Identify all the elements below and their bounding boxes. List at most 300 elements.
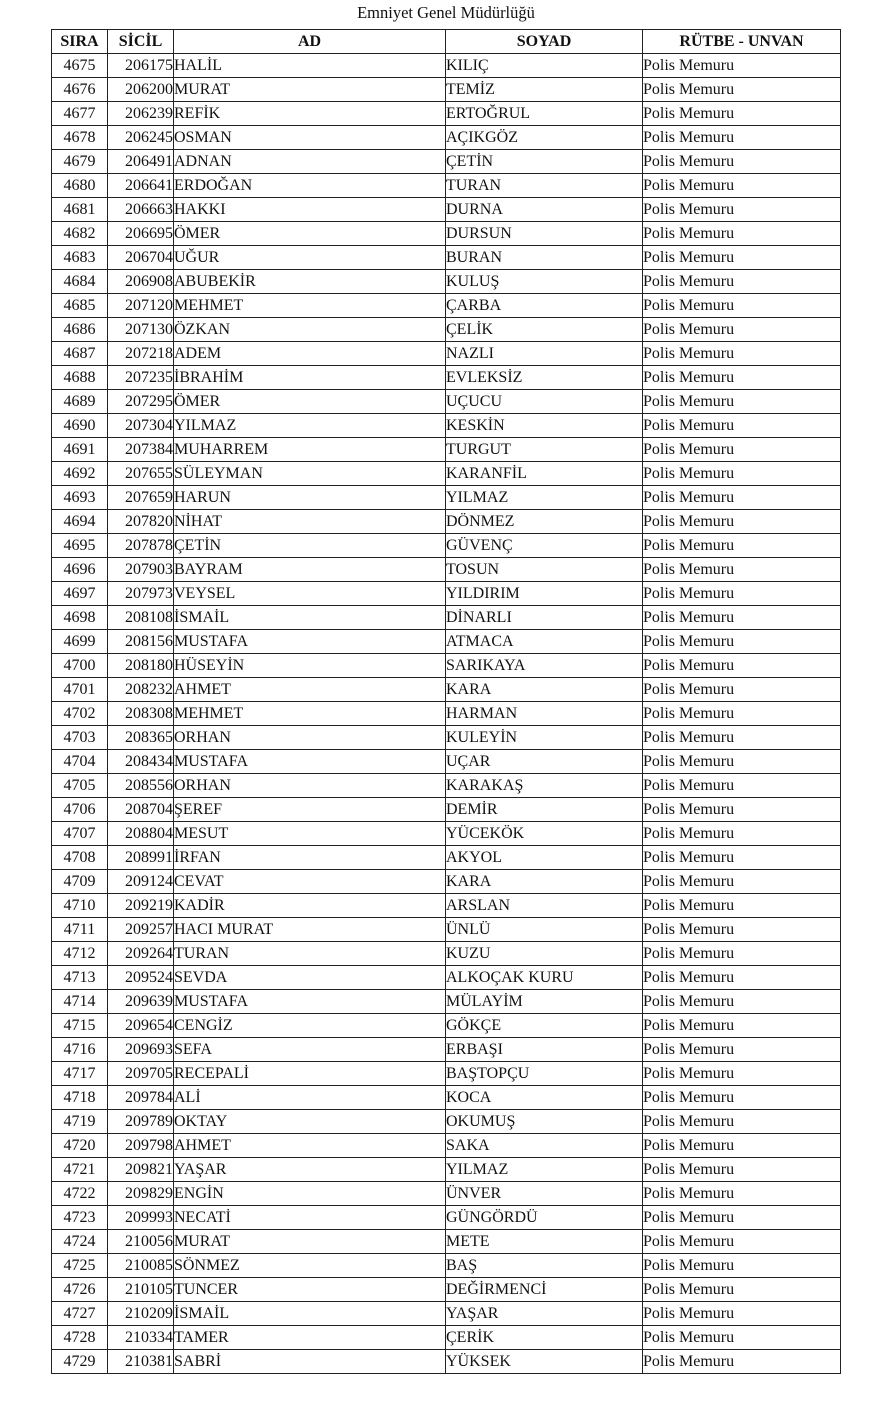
row-rutbe-unvan: Polis Memuru (643, 1014, 841, 1038)
row-soyad: MÜLAYİM (446, 990, 643, 1014)
table-body (52, 54, 841, 1374)
table-row (52, 54, 841, 78)
row-ad: ALİ (174, 1086, 446, 1110)
row-rutbe-unvan: Polis Memuru (643, 1302, 841, 1326)
row-sicil: 209798 (108, 1134, 174, 1158)
row-ad: MUHARREM (174, 438, 446, 462)
row-ad: VEYSEL (174, 582, 446, 606)
row-sira: 4689 (52, 390, 108, 414)
row-sira: 4709 (52, 870, 108, 894)
table-row (52, 510, 841, 534)
table-row (52, 918, 841, 942)
row-soyad: EVLEKSİZ (446, 366, 643, 390)
row-ad: ORHAN (174, 774, 446, 798)
table-row (52, 1110, 841, 1134)
table-row (52, 606, 841, 630)
row-ad: ÇETİN (174, 534, 446, 558)
row-ad: ERDOĞAN (174, 174, 446, 198)
row-sira: 4729 (52, 1350, 108, 1374)
row-sira: 4712 (52, 942, 108, 966)
row-ad: AHMET (174, 678, 446, 702)
row-rutbe-unvan: Polis Memuru (643, 918, 841, 942)
row-soyad: HARMAN (446, 702, 643, 726)
table-row (52, 1278, 841, 1302)
row-sira: 4697 (52, 582, 108, 606)
column-header-rutbe-unvan: RÜTBE - UNVAN (643, 30, 841, 54)
row-soyad: UÇUCU (446, 390, 643, 414)
table-row (52, 870, 841, 894)
row-sicil: 208232 (108, 678, 174, 702)
row-ad: SEVDA (174, 966, 446, 990)
table-row (52, 894, 841, 918)
row-rutbe-unvan: Polis Memuru (643, 366, 841, 390)
row-ad: İBRAHİM (174, 366, 446, 390)
row-sira: 4696 (52, 558, 108, 582)
row-soyad: DURSUN (446, 222, 643, 246)
row-soyad: DEMİR (446, 798, 643, 822)
table-row (52, 822, 841, 846)
row-rutbe-unvan: Polis Memuru (643, 1110, 841, 1134)
row-rutbe-unvan: Polis Memuru (643, 1086, 841, 1110)
row-soyad: GÜNGÖRDÜ (446, 1206, 643, 1230)
row-rutbe-unvan: Polis Memuru (643, 798, 841, 822)
row-sira: 4718 (52, 1086, 108, 1110)
row-rutbe-unvan: Polis Memuru (643, 246, 841, 270)
row-sira: 4676 (52, 78, 108, 102)
table-row (52, 318, 841, 342)
table-row (52, 126, 841, 150)
table-row (52, 390, 841, 414)
row-soyad: BAŞ (446, 1254, 643, 1278)
row-sira: 4693 (52, 486, 108, 510)
table-row (52, 1302, 841, 1326)
row-sicil: 209784 (108, 1086, 174, 1110)
row-sicil: 208804 (108, 822, 174, 846)
row-ad: İRFAN (174, 846, 446, 870)
row-sira: 4678 (52, 126, 108, 150)
table-row (52, 702, 841, 726)
row-rutbe-unvan: Polis Memuru (643, 102, 841, 126)
row-rutbe-unvan: Polis Memuru (643, 1326, 841, 1350)
row-soyad: KARAKAŞ (446, 774, 643, 798)
row-sicil: 207218 (108, 342, 174, 366)
row-rutbe-unvan: Polis Memuru (643, 78, 841, 102)
table-row (52, 102, 841, 126)
row-soyad: ÜNLÜ (446, 918, 643, 942)
table-row (52, 750, 841, 774)
row-ad: CENGİZ (174, 1014, 446, 1038)
row-ad: MUSTAFA (174, 990, 446, 1014)
column-header-sira: SIRA (52, 30, 108, 54)
row-rutbe-unvan: Polis Memuru (643, 1278, 841, 1302)
row-ad: MURAT (174, 78, 446, 102)
row-rutbe-unvan: Polis Memuru (643, 870, 841, 894)
table-row (52, 654, 841, 678)
row-ad: SABRİ (174, 1350, 446, 1374)
table-row (52, 1134, 841, 1158)
row-sira: 4675 (52, 54, 108, 78)
row-sicil: 209821 (108, 1158, 174, 1182)
row-soyad: NAZLI (446, 342, 643, 366)
row-rutbe-unvan: Polis Memuru (643, 726, 841, 750)
row-sicil: 209789 (108, 1110, 174, 1134)
row-sicil: 209829 (108, 1182, 174, 1206)
row-sicil: 206239 (108, 102, 174, 126)
row-ad: HACI MURAT (174, 918, 446, 942)
row-sira: 4692 (52, 462, 108, 486)
row-soyad: ATMACA (446, 630, 643, 654)
row-ad: SEFA (174, 1038, 446, 1062)
row-sira: 4713 (52, 966, 108, 990)
table-row (52, 438, 841, 462)
row-sira: 4727 (52, 1302, 108, 1326)
row-sicil: 206704 (108, 246, 174, 270)
row-rutbe-unvan: Polis Memuru (643, 462, 841, 486)
row-sira: 4688 (52, 366, 108, 390)
row-sicil: 207130 (108, 318, 174, 342)
row-soyad: DURNA (446, 198, 643, 222)
row-rutbe-unvan: Polis Memuru (643, 1182, 841, 1206)
row-rutbe-unvan: Polis Memuru (643, 1134, 841, 1158)
row-sicil: 208108 (108, 606, 174, 630)
row-soyad: YAŞAR (446, 1302, 643, 1326)
table-row (52, 1158, 841, 1182)
column-header-sicil: SİCİL (108, 30, 174, 54)
row-soyad: ÇERİK (446, 1326, 643, 1350)
row-rutbe-unvan: Polis Memuru (643, 966, 841, 990)
row-ad: MEHMET (174, 702, 446, 726)
table-row (52, 222, 841, 246)
table-row (52, 1254, 841, 1278)
table-row (52, 342, 841, 366)
row-ad: MUSTAFA (174, 750, 446, 774)
table-row (52, 1062, 841, 1086)
row-sicil: 210209 (108, 1302, 174, 1326)
row-sicil: 210105 (108, 1278, 174, 1302)
row-sira: 4682 (52, 222, 108, 246)
row-rutbe-unvan: Polis Memuru (643, 1350, 841, 1374)
table-row (52, 1014, 841, 1038)
row-soyad: TOSUN (446, 558, 643, 582)
table-row (52, 1326, 841, 1350)
row-sira: 4686 (52, 318, 108, 342)
table-row (52, 846, 841, 870)
row-sicil: 208434 (108, 750, 174, 774)
row-rutbe-unvan: Polis Memuru (643, 534, 841, 558)
row-sira: 4723 (52, 1206, 108, 1230)
row-soyad: ERTOĞRUL (446, 102, 643, 126)
row-sicil: 207235 (108, 366, 174, 390)
row-rutbe-unvan: Polis Memuru (643, 510, 841, 534)
table-row (52, 678, 841, 702)
row-ad: TAMER (174, 1326, 446, 1350)
column-header-soyad: SOYAD (446, 30, 643, 54)
table-row (52, 462, 841, 486)
table-row (52, 582, 841, 606)
row-ad: OKTAY (174, 1110, 446, 1134)
row-ad: ABUBEKİR (174, 270, 446, 294)
table-row (52, 198, 841, 222)
row-sicil: 208556 (108, 774, 174, 798)
row-rutbe-unvan: Polis Memuru (643, 1254, 841, 1278)
row-sira: 4698 (52, 606, 108, 630)
row-rutbe-unvan: Polis Memuru (643, 894, 841, 918)
row-sicil: 206491 (108, 150, 174, 174)
row-rutbe-unvan: Polis Memuru (643, 750, 841, 774)
row-sicil: 209693 (108, 1038, 174, 1062)
row-sira: 4691 (52, 438, 108, 462)
row-ad: HÜSEYİN (174, 654, 446, 678)
row-ad: YILMAZ (174, 414, 446, 438)
personnel-table (51, 29, 841, 1374)
row-sira: 4694 (52, 510, 108, 534)
row-sira: 4683 (52, 246, 108, 270)
row-rutbe-unvan: Polis Memuru (643, 654, 841, 678)
row-ad: ENGİN (174, 1182, 446, 1206)
row-rutbe-unvan: Polis Memuru (643, 414, 841, 438)
row-ad: YAŞAR (174, 1158, 446, 1182)
row-sira: 4707 (52, 822, 108, 846)
row-soyad: ÇELİK (446, 318, 643, 342)
table-row (52, 534, 841, 558)
row-sicil: 206245 (108, 126, 174, 150)
row-rutbe-unvan: Polis Memuru (643, 126, 841, 150)
row-rutbe-unvan: Polis Memuru (643, 702, 841, 726)
row-sira: 4708 (52, 846, 108, 870)
row-soyad: KILIÇ (446, 54, 643, 78)
row-ad: İSMAİL (174, 606, 446, 630)
row-ad: REFİK (174, 102, 446, 126)
row-sicil: 207295 (108, 390, 174, 414)
row-rutbe-unvan: Polis Memuru (643, 582, 841, 606)
row-sicil: 207655 (108, 462, 174, 486)
row-sira: 4685 (52, 294, 108, 318)
row-rutbe-unvan: Polis Memuru (643, 630, 841, 654)
table-row (52, 966, 841, 990)
row-sicil: 208365 (108, 726, 174, 750)
row-sicil: 210056 (108, 1230, 174, 1254)
row-soyad: SAKA (446, 1134, 643, 1158)
row-rutbe-unvan: Polis Memuru (643, 846, 841, 870)
row-rutbe-unvan: Polis Memuru (643, 606, 841, 630)
table-row (52, 270, 841, 294)
row-soyad: GÜVENÇ (446, 534, 643, 558)
row-sicil: 207973 (108, 582, 174, 606)
table-row (52, 366, 841, 390)
row-ad: ÖZKAN (174, 318, 446, 342)
row-soyad: YILDIRIM (446, 582, 643, 606)
table-row (52, 726, 841, 750)
row-sira: 4715 (52, 1014, 108, 1038)
row-sira: 4680 (52, 174, 108, 198)
row-rutbe-unvan: Polis Memuru (643, 1062, 841, 1086)
row-sira: 4677 (52, 102, 108, 126)
row-sicil: 210334 (108, 1326, 174, 1350)
row-sicil: 206695 (108, 222, 174, 246)
row-ad: HALİL (174, 54, 446, 78)
row-rutbe-unvan: Polis Memuru (643, 486, 841, 510)
row-sicil: 209705 (108, 1062, 174, 1086)
row-rutbe-unvan: Polis Memuru (643, 318, 841, 342)
row-sicil: 209219 (108, 894, 174, 918)
row-soyad: OKUMUŞ (446, 1110, 643, 1134)
row-ad: HARUN (174, 486, 446, 510)
row-soyad: YILMAZ (446, 486, 643, 510)
row-ad: ÖMER (174, 390, 446, 414)
row-sira: 4728 (52, 1326, 108, 1350)
row-rutbe-unvan: Polis Memuru (643, 198, 841, 222)
row-soyad: ERBAŞI (446, 1038, 643, 1062)
row-sicil: 206663 (108, 198, 174, 222)
row-soyad: KOCA (446, 1086, 643, 1110)
row-soyad: AÇIKGÖZ (446, 126, 643, 150)
row-ad: MEHMET (174, 294, 446, 318)
table-row (52, 78, 841, 102)
row-sira: 4687 (52, 342, 108, 366)
row-sira: 4690 (52, 414, 108, 438)
row-sira: 4721 (52, 1158, 108, 1182)
row-rutbe-unvan: Polis Memuru (643, 174, 841, 198)
row-soyad: ÇARBA (446, 294, 643, 318)
table-row (52, 486, 841, 510)
table-row (52, 990, 841, 1014)
row-ad: ADNAN (174, 150, 446, 174)
row-soyad: DÖNMEZ (446, 510, 643, 534)
row-soyad: KARANFİL (446, 462, 643, 486)
row-rutbe-unvan: Polis Memuru (643, 342, 841, 366)
row-soyad: KULEYİN (446, 726, 643, 750)
row-ad: ORHAN (174, 726, 446, 750)
row-sicil: 208704 (108, 798, 174, 822)
row-ad: UĞUR (174, 246, 446, 270)
row-ad: OSMAN (174, 126, 446, 150)
row-sira: 4704 (52, 750, 108, 774)
row-soyad: BAŞTOPÇU (446, 1062, 643, 1086)
row-soyad: DEĞİRMENCİ (446, 1278, 643, 1302)
row-ad: MUSTAFA (174, 630, 446, 654)
row-sicil: 209264 (108, 942, 174, 966)
table-row (52, 630, 841, 654)
row-sicil: 206641 (108, 174, 174, 198)
row-sira: 4720 (52, 1134, 108, 1158)
row-sicil: 207820 (108, 510, 174, 534)
row-rutbe-unvan: Polis Memuru (643, 222, 841, 246)
table-row (52, 294, 841, 318)
row-soyad: YÜKSEK (446, 1350, 643, 1374)
column-header-ad: AD (174, 30, 446, 54)
row-rutbe-unvan: Polis Memuru (643, 942, 841, 966)
row-rutbe-unvan: Polis Memuru (643, 558, 841, 582)
row-sira: 4726 (52, 1278, 108, 1302)
row-soyad: KARA (446, 870, 643, 894)
row-soyad: KESKİN (446, 414, 643, 438)
row-sira: 4710 (52, 894, 108, 918)
row-sicil: 210085 (108, 1254, 174, 1278)
row-sira: 4719 (52, 1110, 108, 1134)
row-rutbe-unvan: Polis Memuru (643, 1038, 841, 1062)
row-sira: 4699 (52, 630, 108, 654)
row-rutbe-unvan: Polis Memuru (643, 1158, 841, 1182)
row-rutbe-unvan: Polis Memuru (643, 390, 841, 414)
table-row (52, 942, 841, 966)
row-sira: 4706 (52, 798, 108, 822)
row-ad: ÖMER (174, 222, 446, 246)
row-rutbe-unvan: Polis Memuru (643, 822, 841, 846)
row-sicil: 210381 (108, 1350, 174, 1374)
table-row (52, 774, 841, 798)
row-ad: RECEPALİ (174, 1062, 446, 1086)
row-sira: 4716 (52, 1038, 108, 1062)
row-soyad: METE (446, 1230, 643, 1254)
table-row (52, 150, 841, 174)
row-rutbe-unvan: Polis Memuru (643, 294, 841, 318)
row-soyad: ALKOÇAK KURU (446, 966, 643, 990)
row-rutbe-unvan: Polis Memuru (643, 1230, 841, 1254)
page-title: Emniyet Genel Müdürlüğü (357, 3, 535, 22)
row-ad: BAYRAM (174, 558, 446, 582)
row-sicil: 207878 (108, 534, 174, 558)
row-ad: HAKKI (174, 198, 446, 222)
row-sicil: 209639 (108, 990, 174, 1014)
row-soyad: UÇAR (446, 750, 643, 774)
row-ad: TUNCER (174, 1278, 446, 1302)
table-row (52, 1038, 841, 1062)
row-rutbe-unvan: Polis Memuru (643, 270, 841, 294)
row-sicil: 208991 (108, 846, 174, 870)
row-sira: 4714 (52, 990, 108, 1014)
table-row (52, 414, 841, 438)
row-rutbe-unvan: Polis Memuru (643, 774, 841, 798)
row-rutbe-unvan: Polis Memuru (643, 1206, 841, 1230)
row-sira: 4700 (52, 654, 108, 678)
table-row (52, 558, 841, 582)
row-rutbe-unvan: Polis Memuru (643, 678, 841, 702)
row-ad: ŞEREF (174, 798, 446, 822)
row-sicil: 208308 (108, 702, 174, 726)
row-soyad: TURAN (446, 174, 643, 198)
row-sira: 4722 (52, 1182, 108, 1206)
row-soyad: SARIKAYA (446, 654, 643, 678)
row-sicil: 207903 (108, 558, 174, 582)
row-soyad: ÜNVER (446, 1182, 643, 1206)
row-ad: CEVAT (174, 870, 446, 894)
row-sira: 4702 (52, 702, 108, 726)
table-header-row (52, 30, 841, 54)
row-ad: SÖNMEZ (174, 1254, 446, 1278)
row-ad: AHMET (174, 1134, 446, 1158)
row-soyad: TEMİZ (446, 78, 643, 102)
row-sicil: 207659 (108, 486, 174, 510)
row-rutbe-unvan: Polis Memuru (643, 150, 841, 174)
row-rutbe-unvan: Polis Memuru (643, 438, 841, 462)
row-soyad: BURAN (446, 246, 643, 270)
row-sicil: 209124 (108, 870, 174, 894)
table-row (52, 1086, 841, 1110)
row-sicil: 206175 (108, 54, 174, 78)
row-sicil: 209654 (108, 1014, 174, 1038)
row-ad: MESUT (174, 822, 446, 846)
table-row (52, 798, 841, 822)
row-soyad: YÜCEKÖK (446, 822, 643, 846)
row-soyad: AKYOL (446, 846, 643, 870)
row-ad: SÜLEYMAN (174, 462, 446, 486)
row-sicil: 206908 (108, 270, 174, 294)
row-sicil: 207304 (108, 414, 174, 438)
row-sira: 4684 (52, 270, 108, 294)
table-row (52, 1350, 841, 1374)
table-row (52, 1230, 841, 1254)
row-sira: 4724 (52, 1230, 108, 1254)
